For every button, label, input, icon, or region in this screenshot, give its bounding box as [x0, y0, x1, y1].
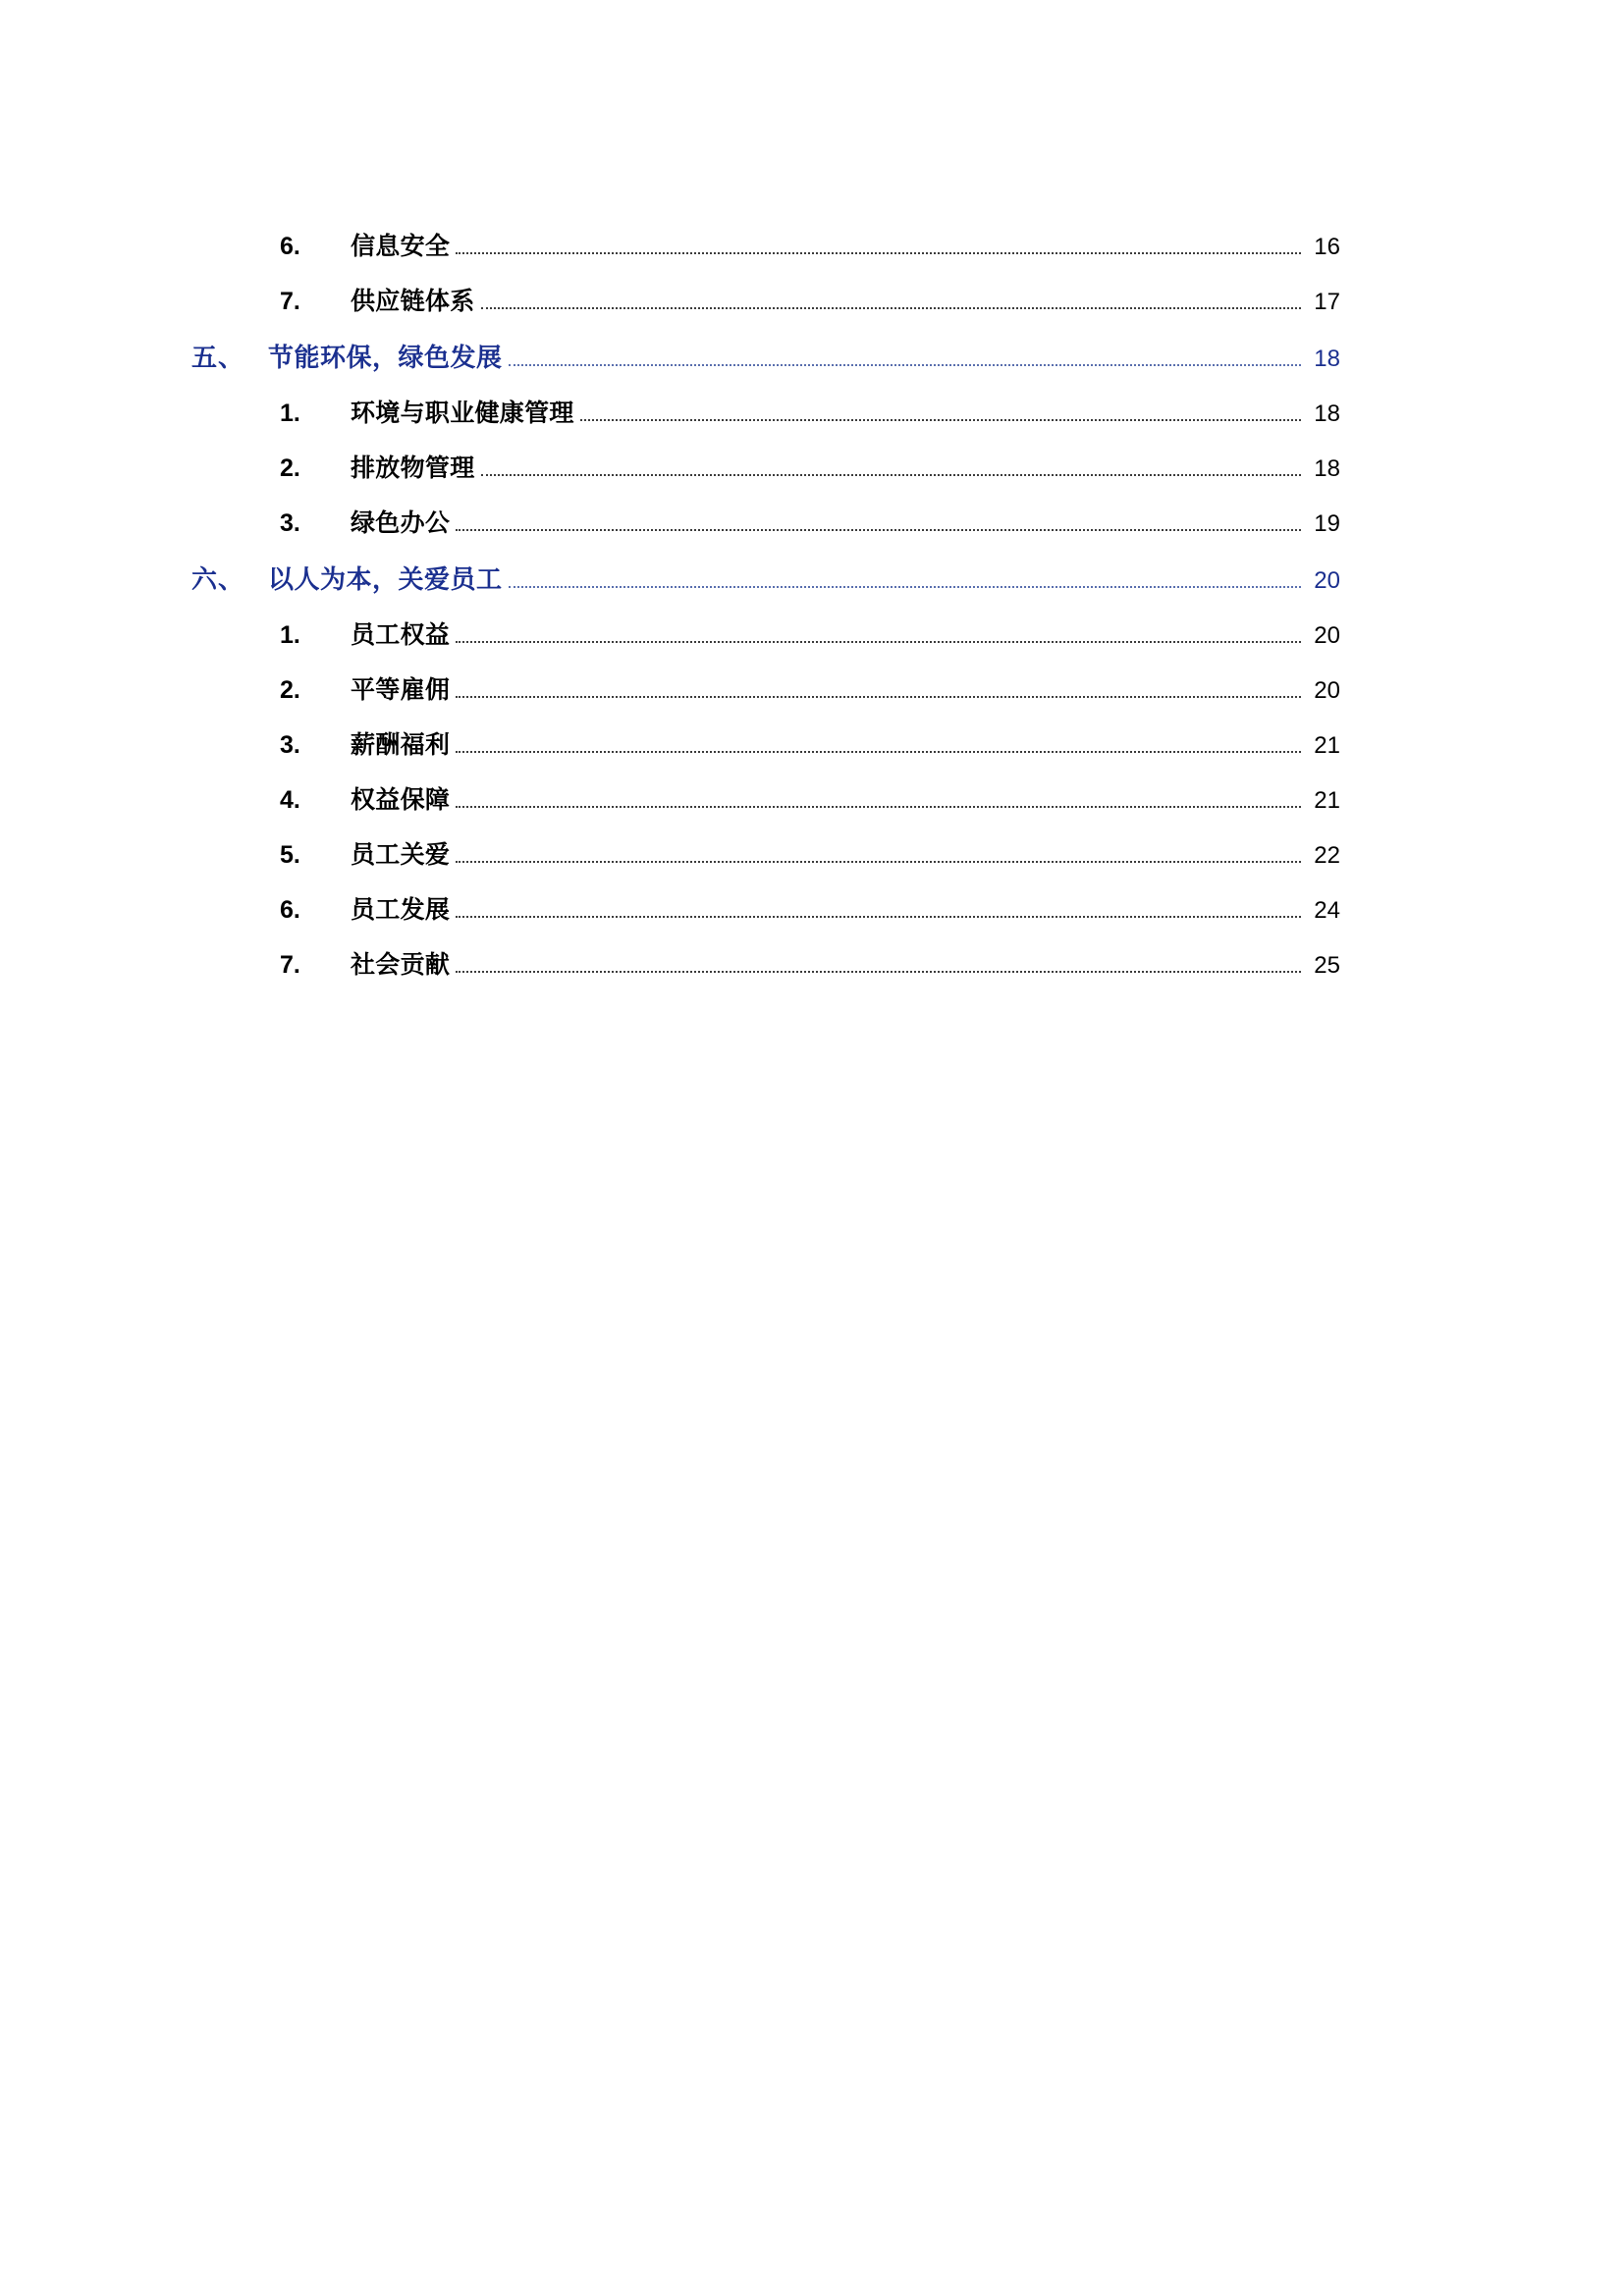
toc-entry[interactable] [182, 622, 1340, 650]
toc-entry[interactable] [182, 455, 1340, 483]
toc-entry-label[interactable]: 节能环保，绿色发展 [268, 343, 503, 372]
toc-entry-page-number: 19 [1314, 510, 1340, 537]
toc-entry-page-number: 20 [1314, 677, 1340, 704]
toc-leader-dots [456, 915, 1301, 918]
toc-entry-number: 4. [280, 786, 300, 814]
toc-entry-number: 7. [280, 951, 300, 979]
toc-entry-page-number: 20 [1314, 567, 1340, 594]
toc-entry-label[interactable]: 权益保障 [351, 786, 451, 814]
toc-entry-label[interactable]: 绿色办公 [351, 509, 451, 537]
toc-entry-label[interactable]: 薪酬福利 [351, 731, 451, 759]
toc-entry-page-number: 21 [1314, 787, 1340, 814]
toc-entry[interactable] [182, 344, 1340, 373]
toc-leader-dots [456, 970, 1301, 973]
toc-entry-number: 1. [280, 621, 300, 649]
toc-entry-number: 五、 [191, 343, 245, 372]
toc-entry-page-number: 25 [1314, 952, 1340, 979]
toc-leader-dots [509, 363, 1301, 366]
toc-entry-number: 6. [280, 233, 300, 260]
table-of-contents [182, 234, 1340, 1007]
toc-entry-label[interactable]: 平等雇佣 [351, 676, 451, 704]
toc-entry-label[interactable]: 以人为本，关爱员工 [268, 564, 503, 594]
toc-entry-page-number: 18 [1314, 400, 1340, 427]
toc-entry[interactable] [182, 897, 1340, 925]
toc-leader-dots [456, 251, 1301, 254]
toc-entry[interactable] [182, 510, 1340, 538]
toc-entry-number: 3. [280, 509, 300, 537]
toc-entry-label[interactable]: 员工关爱 [351, 841, 451, 869]
toc-leader-dots [456, 528, 1301, 531]
toc-entry-page-number: 17 [1314, 289, 1340, 315]
toc-entry-page-number: 20 [1314, 622, 1340, 649]
toc-entry-page-number: 21 [1314, 732, 1340, 759]
toc-entry[interactable] [182, 787, 1340, 815]
toc-entry[interactable] [182, 677, 1340, 705]
toc-leader-dots [481, 473, 1301, 476]
toc-entry-label[interactable]: 信息安全 [351, 233, 451, 260]
toc-entry-number: 3. [280, 731, 300, 759]
toc-entry-label[interactable]: 社会贡献 [351, 951, 451, 979]
toc-entry-number: 5. [280, 841, 300, 869]
toc-entry-number: 六、 [191, 564, 245, 594]
toc-entry[interactable] [182, 732, 1340, 760]
toc-leader-dots [456, 640, 1301, 643]
toc-entry-label[interactable]: 环境与职业健康管理 [351, 400, 574, 427]
toc-entry-label[interactable]: 员工权益 [351, 621, 451, 649]
toc-leader-dots [456, 695, 1301, 698]
toc-entry-page-number: 18 [1314, 346, 1340, 372]
toc-leader-dots [481, 306, 1301, 309]
toc-entry[interactable] [182, 289, 1340, 316]
toc-entry-number: 1. [280, 400, 300, 427]
toc-entry-page-number: 18 [1314, 455, 1340, 482]
toc-leader-dots [456, 860, 1301, 863]
toc-leader-dots [456, 805, 1301, 808]
toc-entry-label[interactable]: 排放物管理 [351, 454, 475, 482]
toc-entry-number: 6. [280, 896, 300, 924]
toc-entry-number: 2. [280, 454, 300, 482]
toc-entry-page-number: 22 [1314, 842, 1340, 869]
toc-entry-number: 2. [280, 676, 300, 704]
toc-entry-number: 7. [280, 288, 300, 315]
toc-entry-label[interactable]: 供应链体系 [351, 288, 475, 315]
toc-entry-page-number: 24 [1314, 897, 1340, 924]
toc-entry[interactable] [182, 842, 1340, 870]
toc-leader-dots [509, 585, 1301, 588]
toc-entry-label[interactable]: 员工发展 [351, 896, 451, 924]
toc-leader-dots [456, 750, 1301, 753]
toc-entry[interactable] [182, 400, 1340, 428]
toc-leader-dots [580, 418, 1301, 421]
toc-entry-page-number: 16 [1314, 234, 1340, 260]
toc-entry[interactable] [182, 565, 1340, 595]
toc-entry[interactable] [182, 952, 1340, 980]
toc-entry[interactable] [182, 234, 1340, 261]
